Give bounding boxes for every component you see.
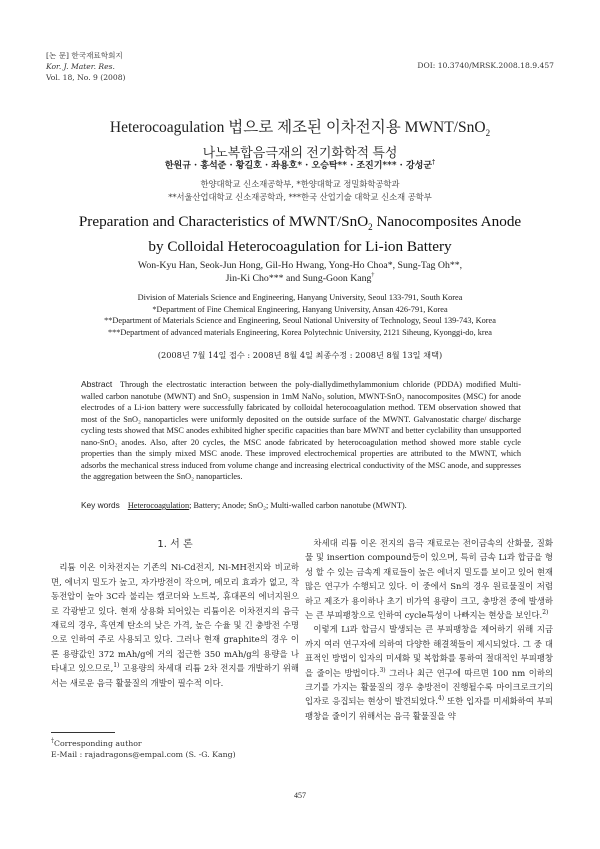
journal-name-ko: [논 문] 한국재료학회지 (46, 51, 123, 60)
english-affiliation-3: **Department of Materials Science and Engineering, Seoul National University of Technology, Seoul 139-743, Korea (104, 316, 496, 325)
journal-header (46, 50, 126, 83)
doi: DOI: 10.3740/MRSK.2008.18.9.457 (417, 61, 554, 70)
citation-ref: 2) (542, 609, 549, 617)
footnote (51, 738, 236, 760)
right-paragraph-1 (305, 536, 553, 622)
intro-paragraph (51, 560, 299, 690)
english-title-subscript: 2 (368, 222, 373, 233)
english-authors (0, 259, 600, 285)
english-corresponding-mark: † (371, 272, 375, 279)
footnote-rule (51, 732, 115, 733)
citation-ref: 4) (437, 695, 445, 703)
citation-ref: 1) (113, 662, 120, 670)
right-paragraph-2-text: 이렇게 Li과 합금시 발생되는 큰 부피팽창을 제어하기 위해 지금까지 여러 연구자에 의하여 다양한 해결책들이 제시되었다. 그 중 대표적인 방법이 입자의 미세화 및 복합화를 통하여 절대적인 부피팽창을 줄이는 방법이다. (305, 624, 553, 678)
korean-author-list: 한원규 · 홍석준 · 황길호 · 좌용호* · 오승탁** · 조진기*** · 강성군 (164, 161, 433, 171)
korean-authors (0, 158, 600, 171)
intro-paragraph-end: 고용량의 차세대 리튬 2차 전지를 개발하기 위해서는 새로운 음극 활물질의 개발이 필수적 이다. (51, 663, 299, 688)
journal-volume: Vol. 18, No. 9 (2008) (46, 73, 126, 82)
korean-affiliations (0, 178, 600, 204)
korean-title-subscript: 2 (485, 128, 491, 139)
keywords-label: Key words (81, 500, 120, 510)
english-affiliation-1: Division of Materials Science and Engineering, Hanyang University, Seoul 133-791, South Korea (137, 293, 463, 302)
english-title-line1a: Preparation and Characteristics of MWNT/SnO (78, 213, 369, 230)
section-title: 1. 서 론 (157, 539, 193, 550)
left-column (51, 528, 299, 690)
right-paragraph-2-mid: 그러나 최근 연구에 따르면 100 nm 이하의 크기를 가지는 활물질의 경우 충방전이 진행될수록 마이크로크기의 입자로 응집되는 현상이 발견되었다. (305, 667, 553, 707)
korean-affiliation-2: **서울산업대학교 신소재공학과, ***한국 산업기술 대학교 신소재 공학부 (168, 192, 432, 202)
citation-ref: 3) (379, 666, 386, 674)
korean-affiliation-1: 한양대학교 신소재공학부, *한양대학교 정밀화학공학과 (200, 179, 400, 189)
abstract-text: Through the electrostatic interaction between the poly-diallydimethylammonium chloride (PDDA) modified Multi-walled carbon nanotube (MWNT) and SnO₂ suspension in 1mM NaNo₃ solution, MWNT-SnO₂ nanocomposites (MSC) for anode electrodes of a Li-ion battery were successfully fabricated by colloidal heterocoagulation method. TEM observation showed that most of the SnO₂ nanoparticles were uniformly deposited on the outside surface of the MWNT. Galvanostatic charge/ discharge cycling tests showed that MSC anodes exhibited higher specific capacities than bare MWNT and better cyclability than unsupported nano-SnO₂ anodes. Also, after 20 cycles, the MSC anode fabricated by heterocoagulation method showed more stable cycle properties than the simply mixed MSC anode. These improved electrochemical properties are attributed to the MWNT, which adsorbs the mechanical stress induced from volume change and increasing electrical conductivity of the MSC anode, and suppresses the aggregation between the SnO₂ nanoparticles. (81, 380, 521, 481)
right-paragraph-2 (305, 622, 553, 723)
english-authors-line2: Jin-Ki Cho*** and Sung-Goon Kang (225, 273, 372, 284)
english-affiliations (0, 292, 600, 338)
footnote-line1: Corresponding author (54, 739, 142, 748)
corresponding-mark: † (432, 159, 436, 166)
english-affiliation-4: ***Department of advanced materials Engineering, Korea Polytechnic University, 2121 Siheung, Kyonggi-do, krea (107, 327, 492, 337)
english-title-line1b: Nanocomposites Anode (372, 213, 522, 230)
keyword-rest: ; Battery; Anode; SnO₂; Multi-walled carbon nanotube (MWNT). (189, 501, 407, 510)
right-paragraph-1-text: 차세대 리튬 이온 전지의 음극 재료로는 전이금속의 산화물, 질화물 및 insertion compound등이 있으며, 특히 금속 Li과 합금을 형성 할 수 있는 금속계 재료들이 높은 에너지 밀도를 보이고 있어 현재 많은 연구가 수행되고 있다. 이 중에서 Sn의 경우 원료물질이 저렴하고 제조가 용이하나 초기 비가역 용량이 크고, 충방전 중에 발생하는 큰 부피팽창으로 인하여 cycle특성이 나빠지는 현상을 보인다. (305, 538, 553, 621)
english-title (0, 212, 600, 257)
abstract-label: Abstract (81, 379, 113, 389)
keywords (81, 500, 521, 510)
abstract (81, 379, 521, 483)
english-authors-line1: Won-Kyu Han, Seok-Jun Hong, Gil-Ho Hwang, Yong-Ho Choa*, Sung-Tag Oh**, (137, 260, 463, 271)
footnote-mark: † (51, 737, 54, 745)
right-paragraph-2-end: 또한 입자를 미세화하여 부피팽창을 줄이기 위해서는 음극 활물질을 약 (305, 696, 553, 721)
submission-dates: (2008년 7월 14일 접수 : 2008년 8월 4일 최종수정 : 2008년 8월 13일 채택) (157, 350, 443, 360)
korean-title (0, 118, 600, 162)
right-column (305, 536, 553, 723)
korean-title-line1: Heterocoagulation 법으로 제조된 이차전지용 MWNT/SnO (109, 119, 486, 136)
english-affiliation-2: *Department of Fine Chemical Engineering, Hanyang University, Ansan 426-791, Korea (152, 304, 448, 314)
page-number: 457 (294, 791, 306, 800)
english-title-line2: by Colloidal Heterocoagulation for Li-ion Battery (148, 238, 452, 256)
footnote-line2: E-Mail : rajadragons@empal.com (S. -G. Kang) (51, 750, 236, 759)
journal-name-en: Kor. J. Mater. Res. (46, 62, 115, 71)
keyword-first: Heterocoagulation (127, 501, 190, 510)
korean-title-line2: 나노복합음극재의 전기화학적 특성 (202, 145, 398, 161)
intro-paragraph-text: 리튬 이온 이차전지는 기존의 Ni-Cd전지, Ni-MH전지와 비교하면, 에너지 밀도가 높고, 자가방전이 작으며, 메모리 효과가 없고, 작동전압이 높아 3C라 불리는 캠코더와 노트북, 휴대폰의 에너지원으로 각광받고 있다. 현재 상용화 되어있는 리튬이온 이차전지의 음극재료의 경우, 흑연계 탄소의 낮은 가격, 높은 수율 및 긴 충방전 수명으로 인하여 주로 사용되고 있다. 그러나 현재 graphite의 경우 이론 용량값인 372 mAh/g에 거의 접근한 350 mAh/g의 용량을 나타내고 있으므로, (51, 562, 299, 674)
